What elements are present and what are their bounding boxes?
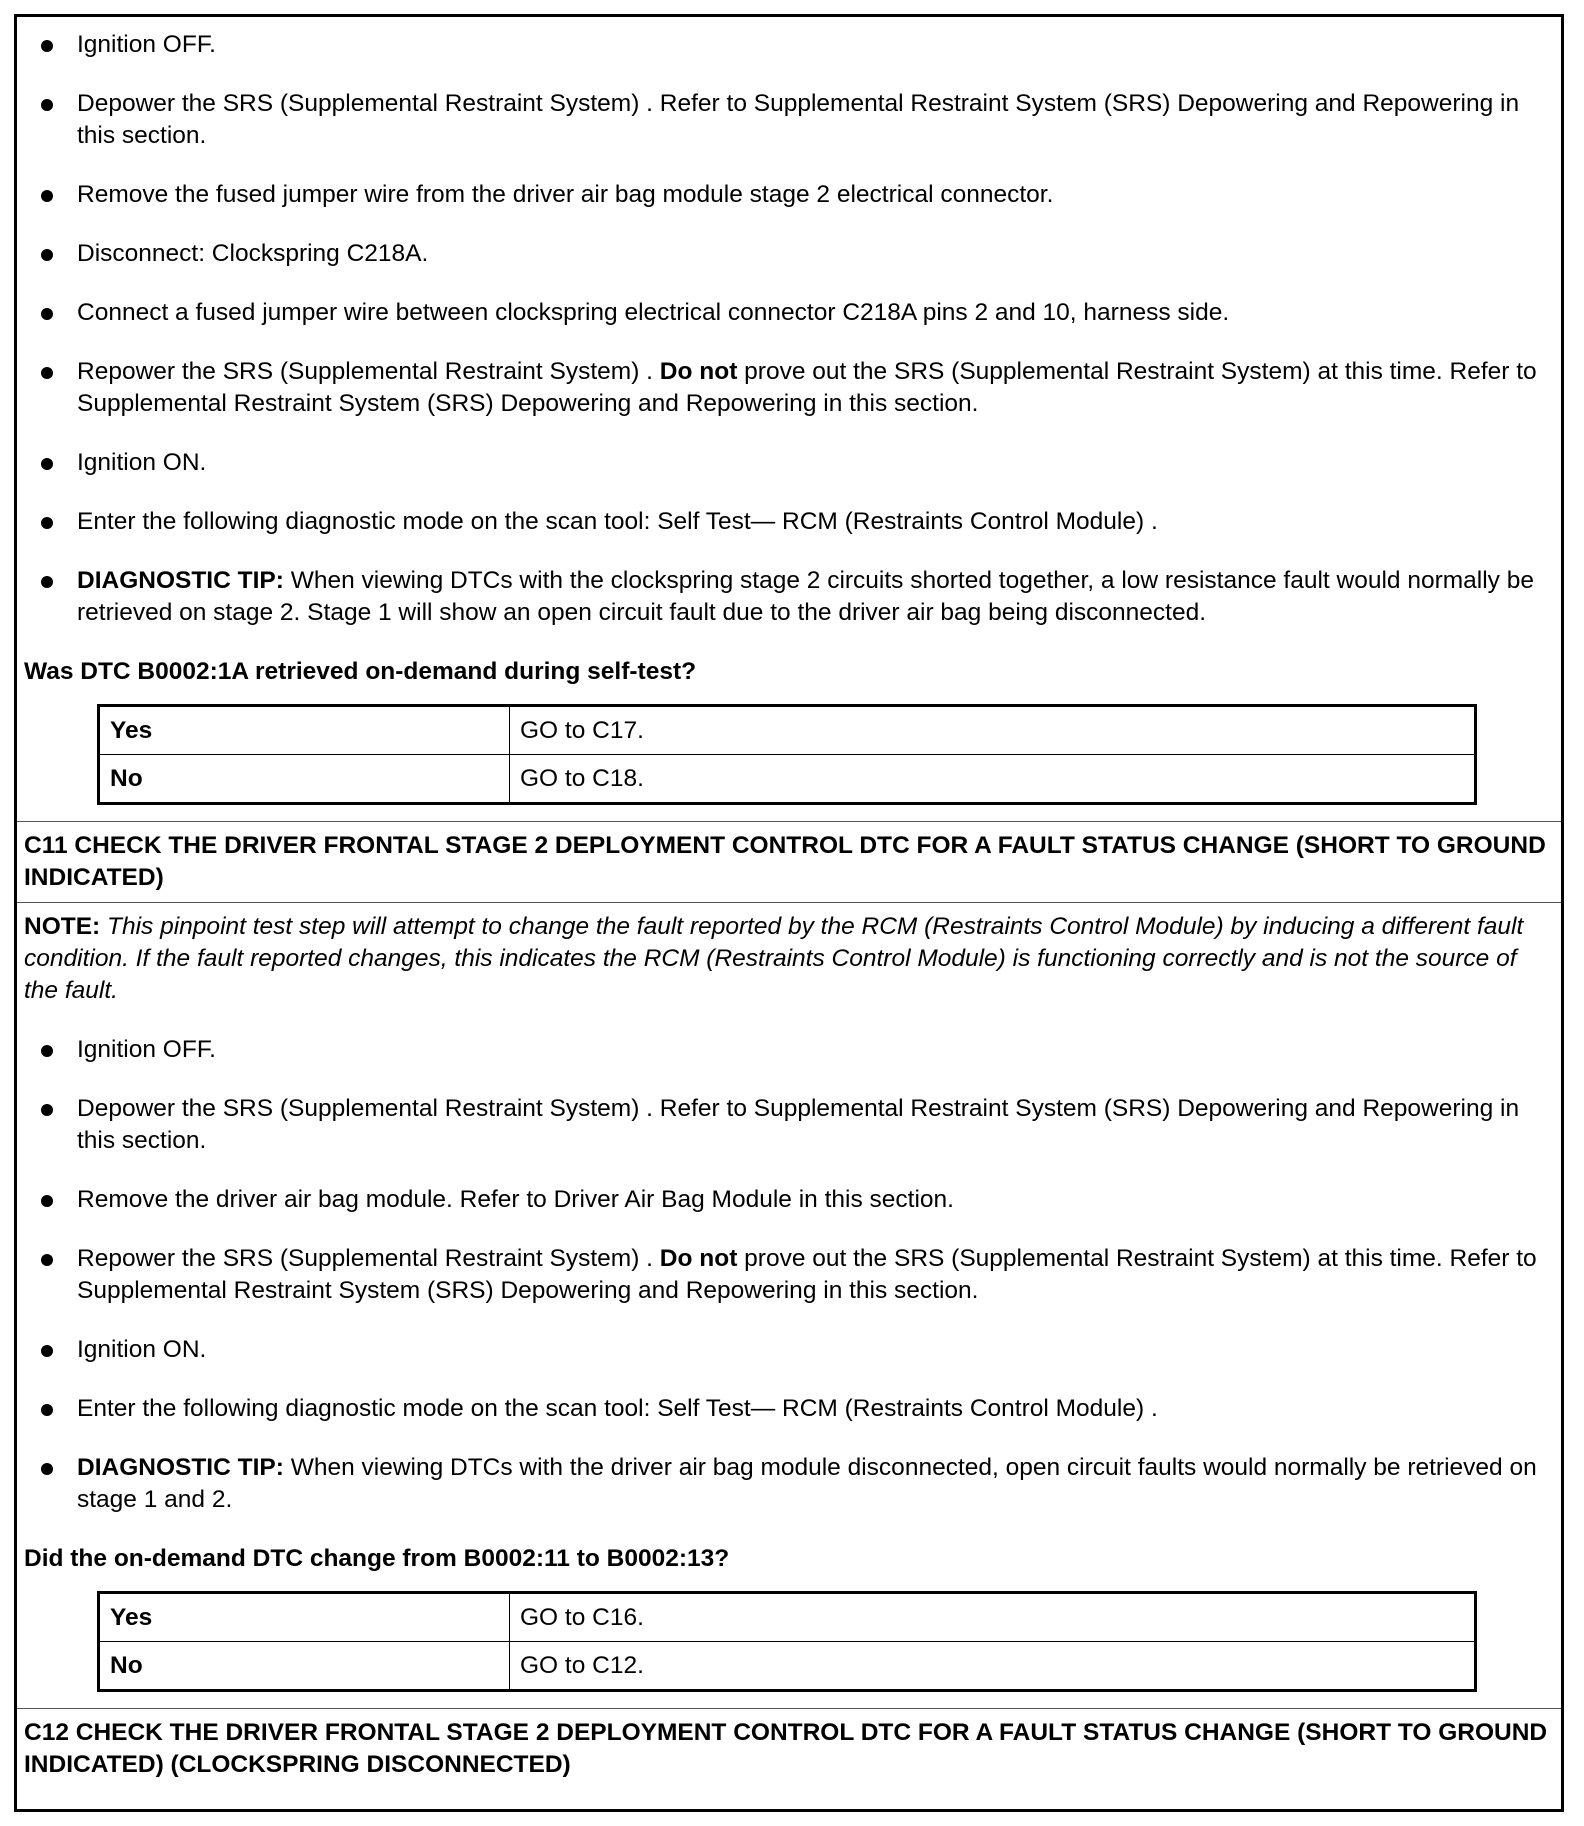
- bullet-item: [17, 506, 1561, 538]
- bullet-text: prove out the SRS (Supplemental Restraint System) at this time. Refer to Supplemental Restraint System (SRS) Depowering and Repowering in this section.: [77, 1245, 1537, 1304]
- bullet-item: [17, 1184, 1561, 1216]
- bullet-text: Repower the SRS (Supplemental Restraint System) .: [77, 358, 660, 385]
- table-row: [99, 706, 1476, 755]
- answer-cell: Yes: [99, 706, 510, 755]
- bullet-icon: [41, 517, 53, 529]
- bullet-icon: [41, 190, 53, 202]
- bullet-text: Enter the following diagnostic mode on the scan tool: Self Test— RCM (Restraints Control Module) .: [77, 1395, 1158, 1422]
- bullet-item: [17, 179, 1561, 211]
- bullet-icon: [41, 576, 53, 588]
- note-label: NOTE:: [24, 913, 101, 940]
- bullet-text: prove out the SRS (Supplemental Restraint System) at this time. Refer to Supplemental Restraint System (SRS) Depowering and Repowering in this section.: [77, 358, 1537, 417]
- note-text: This pinpoint test step will attempt to change the fault reported by the RCM (Restraints Control Module) by inducing a different fault condition. If the fault reported changes, this indicates the RCM (Restraints Control Module) is functioning correctly and is not the source of the fault.: [24, 913, 1524, 1004]
- result-table: [97, 704, 1477, 805]
- bullet-item: [17, 238, 1561, 270]
- bullet-text: Enter the following diagnostic mode on the scan tool: Self Test— RCM (Restraints Control Module) .: [77, 508, 1158, 535]
- bullet-item: [17, 1393, 1561, 1425]
- bullet-icon: [41, 1045, 53, 1057]
- table-row: [99, 755, 1476, 804]
- answer-cell: No: [99, 755, 510, 804]
- bullet-text: Ignition ON.: [77, 449, 207, 476]
- bullet-icon: [41, 40, 53, 52]
- step-c12: [17, 1708, 1561, 1789]
- bullet-icon: [41, 308, 53, 320]
- bullet-text: When viewing DTCs with the driver air bag module disconnected, open circuit faults would normally be retrieved on stage 1 and 2.: [77, 1454, 1537, 1513]
- bullet-icon: [41, 1195, 53, 1207]
- question-text: Was DTC B0002:1A retrieved on-demand during self-test?: [24, 658, 697, 685]
- bullet-text: Remove the fused jumper wire from the driver air bag module stage 2 electrical connector.: [77, 181, 1054, 208]
- action-cell: GO to C17.: [510, 706, 1476, 755]
- bullet-item: [17, 297, 1561, 329]
- answer-cell: No: [99, 1642, 510, 1691]
- bullet-item: [17, 1034, 1561, 1066]
- bullet-item: [17, 29, 1561, 61]
- bullet-icon: [41, 1254, 53, 1266]
- bullet-item: [17, 1093, 1561, 1157]
- bullet-text: Ignition ON.: [77, 1336, 207, 1363]
- bullet-item: [17, 1452, 1561, 1516]
- bullet-text: Depower the SRS (Supplemental Restraint System) . Refer to Supplemental Restraint System (SRS) Depowering and Repowering in this section.: [77, 90, 1520, 149]
- table-row: [99, 1642, 1476, 1691]
- bullet-item: [17, 1334, 1561, 1366]
- bullet-icon: [41, 249, 53, 261]
- bullet-item: [17, 88, 1561, 152]
- bullet-icon: [41, 458, 53, 470]
- bullet-emphasis: DIAGNOSTIC TIP:: [77, 567, 284, 594]
- bullet-item: [17, 447, 1561, 479]
- result-table: [97, 1591, 1477, 1692]
- bullet-item: [17, 565, 1561, 629]
- step-c11: [17, 821, 1561, 1692]
- bullet-text: Repower the SRS (Supplemental Restraint System) .: [77, 1245, 660, 1272]
- question-text: Did the on-demand DTC change from B0002:11 to B0002:13?: [24, 1545, 730, 1572]
- bullet-text: Ignition OFF.: [77, 31, 216, 58]
- bullet-icon: [41, 367, 53, 379]
- bullet-item: [17, 1243, 1561, 1307]
- bullet-emphasis: DIAGNOSTIC TIP:: [77, 1454, 284, 1481]
- action-cell: GO to C16.: [510, 1593, 1476, 1642]
- bullet-icon: [41, 1463, 53, 1475]
- bullet-item: [17, 356, 1561, 420]
- bullet-text: Depower the SRS (Supplemental Restraint System) . Refer to Supplemental Restraint System (SRS) Depowering and Repowering in this section.: [77, 1095, 1520, 1154]
- document-frame: [14, 14, 1564, 1812]
- bullet-text: Remove the driver air bag module. Refer to Driver Air Bag Module in this section.: [77, 1186, 954, 1213]
- table-row: [99, 1593, 1476, 1642]
- note: [17, 903, 1561, 1007]
- bullet-icon: [41, 99, 53, 111]
- step-heading: C11 CHECK THE DRIVER FRONTAL STAGE 2 DEPLOYMENT CONTROL DTC FOR A FAULT STATUS CHANGE (SHORT TO GROUND INDICATED): [17, 821, 1561, 903]
- step-list: [17, 29, 1561, 629]
- bullet-text: Connect a fused jumper wire between clockspring electrical connector C218A pins 2 and 10, harness side.: [77, 299, 1230, 326]
- bullet-icon: [41, 1104, 53, 1116]
- bullet-icon: [41, 1404, 53, 1416]
- bullet-emphasis: Do not: [659, 358, 738, 385]
- bullet-icon: [41, 1345, 53, 1357]
- step-heading: C12 CHECK THE DRIVER FRONTAL STAGE 2 DEPLOYMENT CONTROL DTC FOR A FAULT STATUS CHANGE (SHORT TO GROUND INDICATED) (CLOCKSPRING DISCONNECTED): [17, 1708, 1561, 1789]
- step-c10-continued: [17, 17, 1561, 805]
- answer-cell: Yes: [99, 1593, 510, 1642]
- bullet-emphasis: Do not: [659, 1245, 738, 1272]
- action-cell: GO to C18.: [510, 755, 1476, 804]
- bullet-text: When viewing DTCs with the clockspring stage 2 circuits shorted together, a low resistance fault would normally be retrieved on stage 2. Stage 1 will show an open circuit fault due to the driver air bag being disconnected.: [77, 567, 1534, 626]
- bullet-text: Disconnect: Clockspring C218A.: [77, 240, 429, 267]
- action-cell: GO to C12.: [510, 1642, 1476, 1691]
- step-list: [17, 1034, 1561, 1516]
- bullet-text: Ignition OFF.: [77, 1036, 216, 1063]
